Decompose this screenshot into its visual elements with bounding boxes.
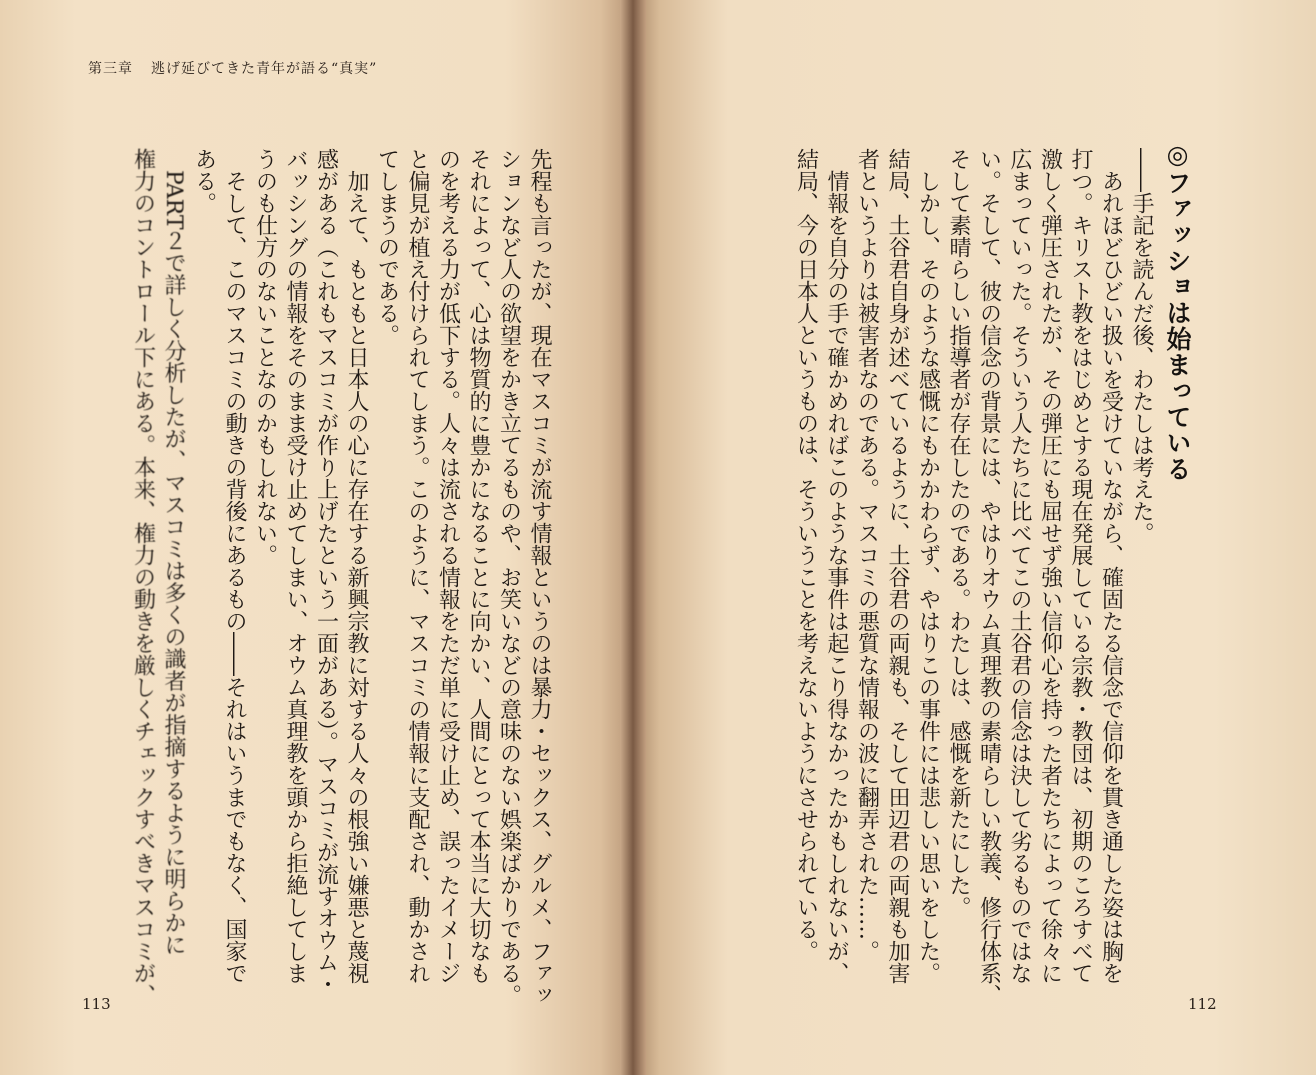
left-page: [0, 0, 632, 1075]
running-head-title: 逃げ延びてきた青年が語る“真実”: [151, 61, 378, 77]
book-gutter: [620, 0, 646, 1075]
body-line: しかし、そのような感慨にもかかわらず、やはりこの事件には悲しい思いをした。: [915, 148, 941, 984]
running-head-chapter: 第三章: [88, 61, 133, 77]
body-line: 結局、今の日本人というものは、そういうことを考えないようにさせられている。: [793, 148, 819, 962]
body-line: 感がある（これもマスコミが作り上げたという一面がある）。マスコミが流すオウム・: [313, 148, 339, 995]
body-line: 打つ。キリスト教をはじめとする現在発展している宗教・教団は、初期のころすべて: [1068, 148, 1093, 984]
body-line: 情報を自分の手で確かめればこのような事件は起こり得なかったかもしれないが、: [824, 148, 849, 984]
body-line: 広まっていった。そういう人たちに比べてこの土谷君の信念は決して劣るものではな: [1007, 148, 1032, 984]
section-heading: ◎ファッショは始まっている: [1163, 140, 1192, 482]
body-line: てしまうのである。: [374, 148, 400, 346]
page-number-right: 112: [1188, 995, 1217, 1013]
body-line: 加えて、もともと日本人の心に存在する新興宗教に対する人々の根強い嫌悪と蔑視: [344, 148, 369, 984]
body-line: 者というよりは被害者なのである。マスコミの悪質な情報の波に翻弄された……。: [854, 148, 880, 962]
body-line: PART２で詳しく分析したが、マスコミは多くの識者が指摘するように明らかに: [161, 148, 186, 956]
page-number-left: 113: [82, 995, 111, 1013]
running-head: [88, 58, 377, 78]
body-line: 激しく弾圧されたが、その弾圧にも屈せず強い信仰心を持った者たちによって徐々に: [1037, 148, 1063, 984]
body-line: ある。: [191, 148, 217, 214]
body-line: い。そして、彼の信念の背景には、やはりオウム真理教の素晴らしい教義、修行体系、: [976, 148, 1002, 1006]
body-line: のを考える力が低下する。人々は流される情報をただ単に受け止め、誤ったイメージ: [435, 148, 461, 984]
right-page: [632, 0, 1316, 1075]
body-line: 結局、土谷君自身が述べているように、土谷君の両親も、そして田辺君の両親も加害: [885, 148, 910, 984]
body-line: それによって、心は物質的に豊かになることに向かい、人間にとって本当に大切なも: [466, 148, 491, 984]
body-line: 権力のコントロール下にある。本来、権力の動きを厳しくチェックすべきマスコミが、: [130, 148, 156, 1006]
body-line: うのも仕方のないことなのかもしれない。: [252, 148, 278, 566]
body-line: ――手記を読んだ後、わたしは考えた。: [1129, 148, 1154, 544]
body-line: と偏見が植え付けられてしまう。このように、マスコミの情報に支配され、動かされ: [405, 148, 430, 984]
body-line: あれほどひどい扱いを受けていながら、確固たる信念で信仰を貫き通した姿は胸を: [1098, 148, 1124, 984]
body-line: そして素晴らしい指導者が存在したのである。わたしは、感慨を新たにした。: [946, 148, 971, 918]
body-line: そして、このマスコミの動きの背後にあるもの――それはいうまでもなく、国家で: [222, 148, 247, 984]
right-page-body: [790, 148, 1156, 1006]
body-line: バッシングの情報をそのまま受け止めてしまい、オウム真理教を頭から拒絶してしま: [283, 148, 308, 984]
body-line: ションなど人の欲望をかき立てるものや、お笑いなどの意味のない娯楽ばかりである。: [496, 148, 522, 1006]
body-line: 先程も言ったが、現在マスコミが流す情報というのは暴力・セックス、グルメ、ファッ: [527, 148, 552, 1006]
left-page-body: [127, 148, 554, 1006]
